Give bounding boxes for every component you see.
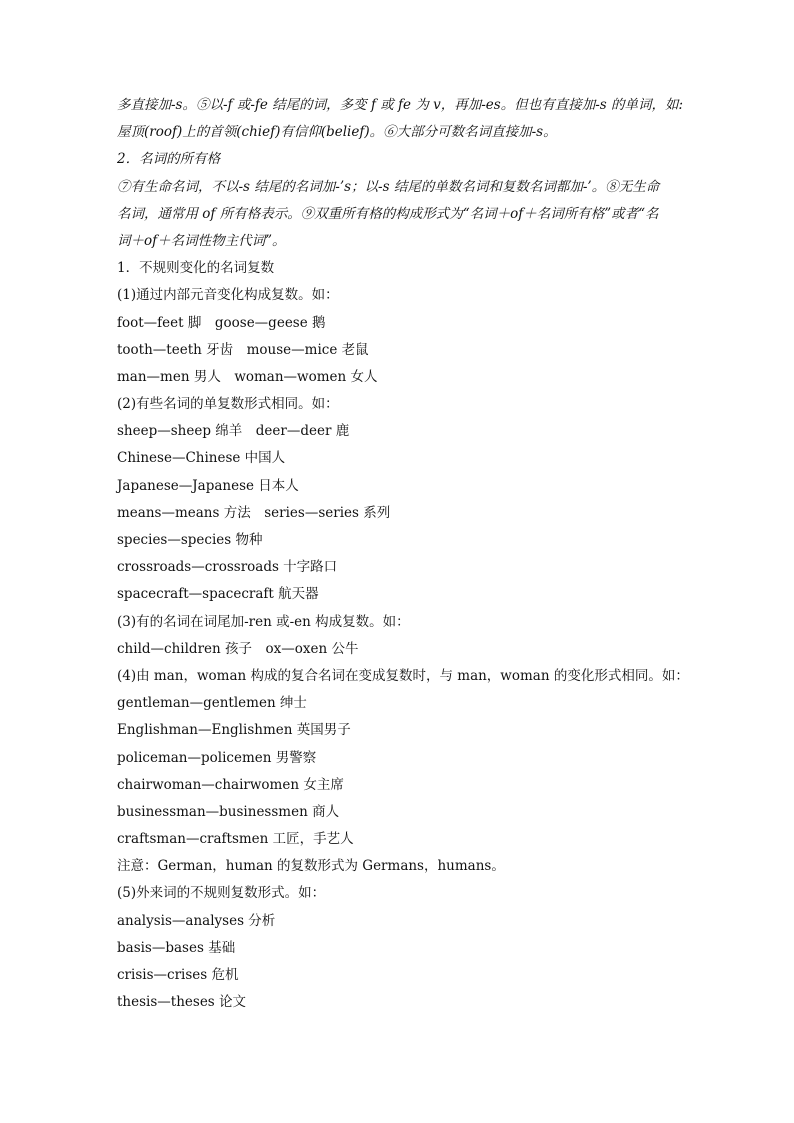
example-line: policeman—policemen 男警察	[117, 749, 317, 766]
example-line: child—children 孩子 ox—oxen 公牛	[117, 640, 359, 657]
example-line: chairwoman—chairwomen 女主席	[117, 776, 344, 793]
rule-1: (1)通过内部元音变化构成复数。如：	[117, 287, 339, 304]
example-line: man—men 男人 woman—women 女人	[117, 368, 378, 385]
example-line: sheep—sheep 绵羊 deer—deer 鹿	[117, 423, 350, 440]
example-line: crossroads—crossroads 十字路口	[117, 559, 338, 576]
example-line: craftsman—craftsmen 工匠，手艺人	[117, 831, 354, 848]
rule-4: (4)由 man，woman 构成的复合名词在变成复数时，与 man，woman 的变化形式相同。如：	[117, 667, 689, 684]
rule-2: (2)有些名词的单复数形式相同。如：	[117, 396, 339, 413]
rule-5: (5)外来词的不规则复数形式。如：	[117, 885, 326, 902]
intro-line-4: ⑦有生命名词，不以-s 结尾的名词加-’s；以-s 结尾的单数名词和复数名词都加-’。⑧无生命	[117, 178, 660, 195]
rule-3: (3)有的名词在词尾加-ren 或-en 构成复数。如：	[117, 613, 410, 630]
example-line: basis—bases 基础	[117, 939, 236, 956]
document-page	[117, 92, 689, 1016]
section-heading-irregular-plurals: 1．不规则变化的名词复数	[117, 260, 275, 277]
example-line: crisis—crises 危机	[117, 967, 239, 983]
example-line: Japanese—Japanese 日本人	[117, 477, 299, 494]
intro-line-6: 词＋of＋名词性物主代词”。	[117, 232, 286, 249]
example-line: Englishman—Englishmen 英国男子	[117, 722, 351, 739]
example-line: means—means 方法 series—series 系列	[117, 504, 391, 521]
example-line: Chinese—Chinese 中国人	[117, 450, 286, 467]
example-line: businessman—businessmen 商人	[117, 803, 340, 820]
example-line: thesis—theses 论文	[117, 994, 247, 1011]
section-heading-possessive: 2．名词的所有格	[117, 151, 221, 168]
intro-line-2: 屋顶(roof)上的首领(chief)有信仰(belief)。⑥大部分可数名词直接加-s。	[117, 124, 557, 141]
example-line: tooth—teeth 牙齿 mouse—mice 老鼠	[117, 341, 369, 358]
intro-line-5: 名词，通常用 of 所有格表示。⑨双重所有格的构成形式为“名词＋of＋名词所有格”或者“名	[117, 205, 659, 222]
example-line: gentleman—gentlemen 绅士	[117, 695, 307, 712]
example-line: analysis—analyses 分析	[117, 912, 276, 929]
note-line: 注意：German，human 的复数形式为 Germans，humans。	[117, 858, 505, 875]
example-line: species—species 物种	[117, 532, 263, 548]
intro-line-1: 多直接加-s。⑤以-f 或-fe 结尾的词，多变 f 或 fe 为 v，再加-es。但也有直接加-s 的单词，如:	[117, 97, 684, 113]
example-line: foot—feet 脚 goose—geese 鹅	[117, 314, 326, 331]
example-line: spacecraft—spacecraft 航天器	[117, 586, 319, 603]
